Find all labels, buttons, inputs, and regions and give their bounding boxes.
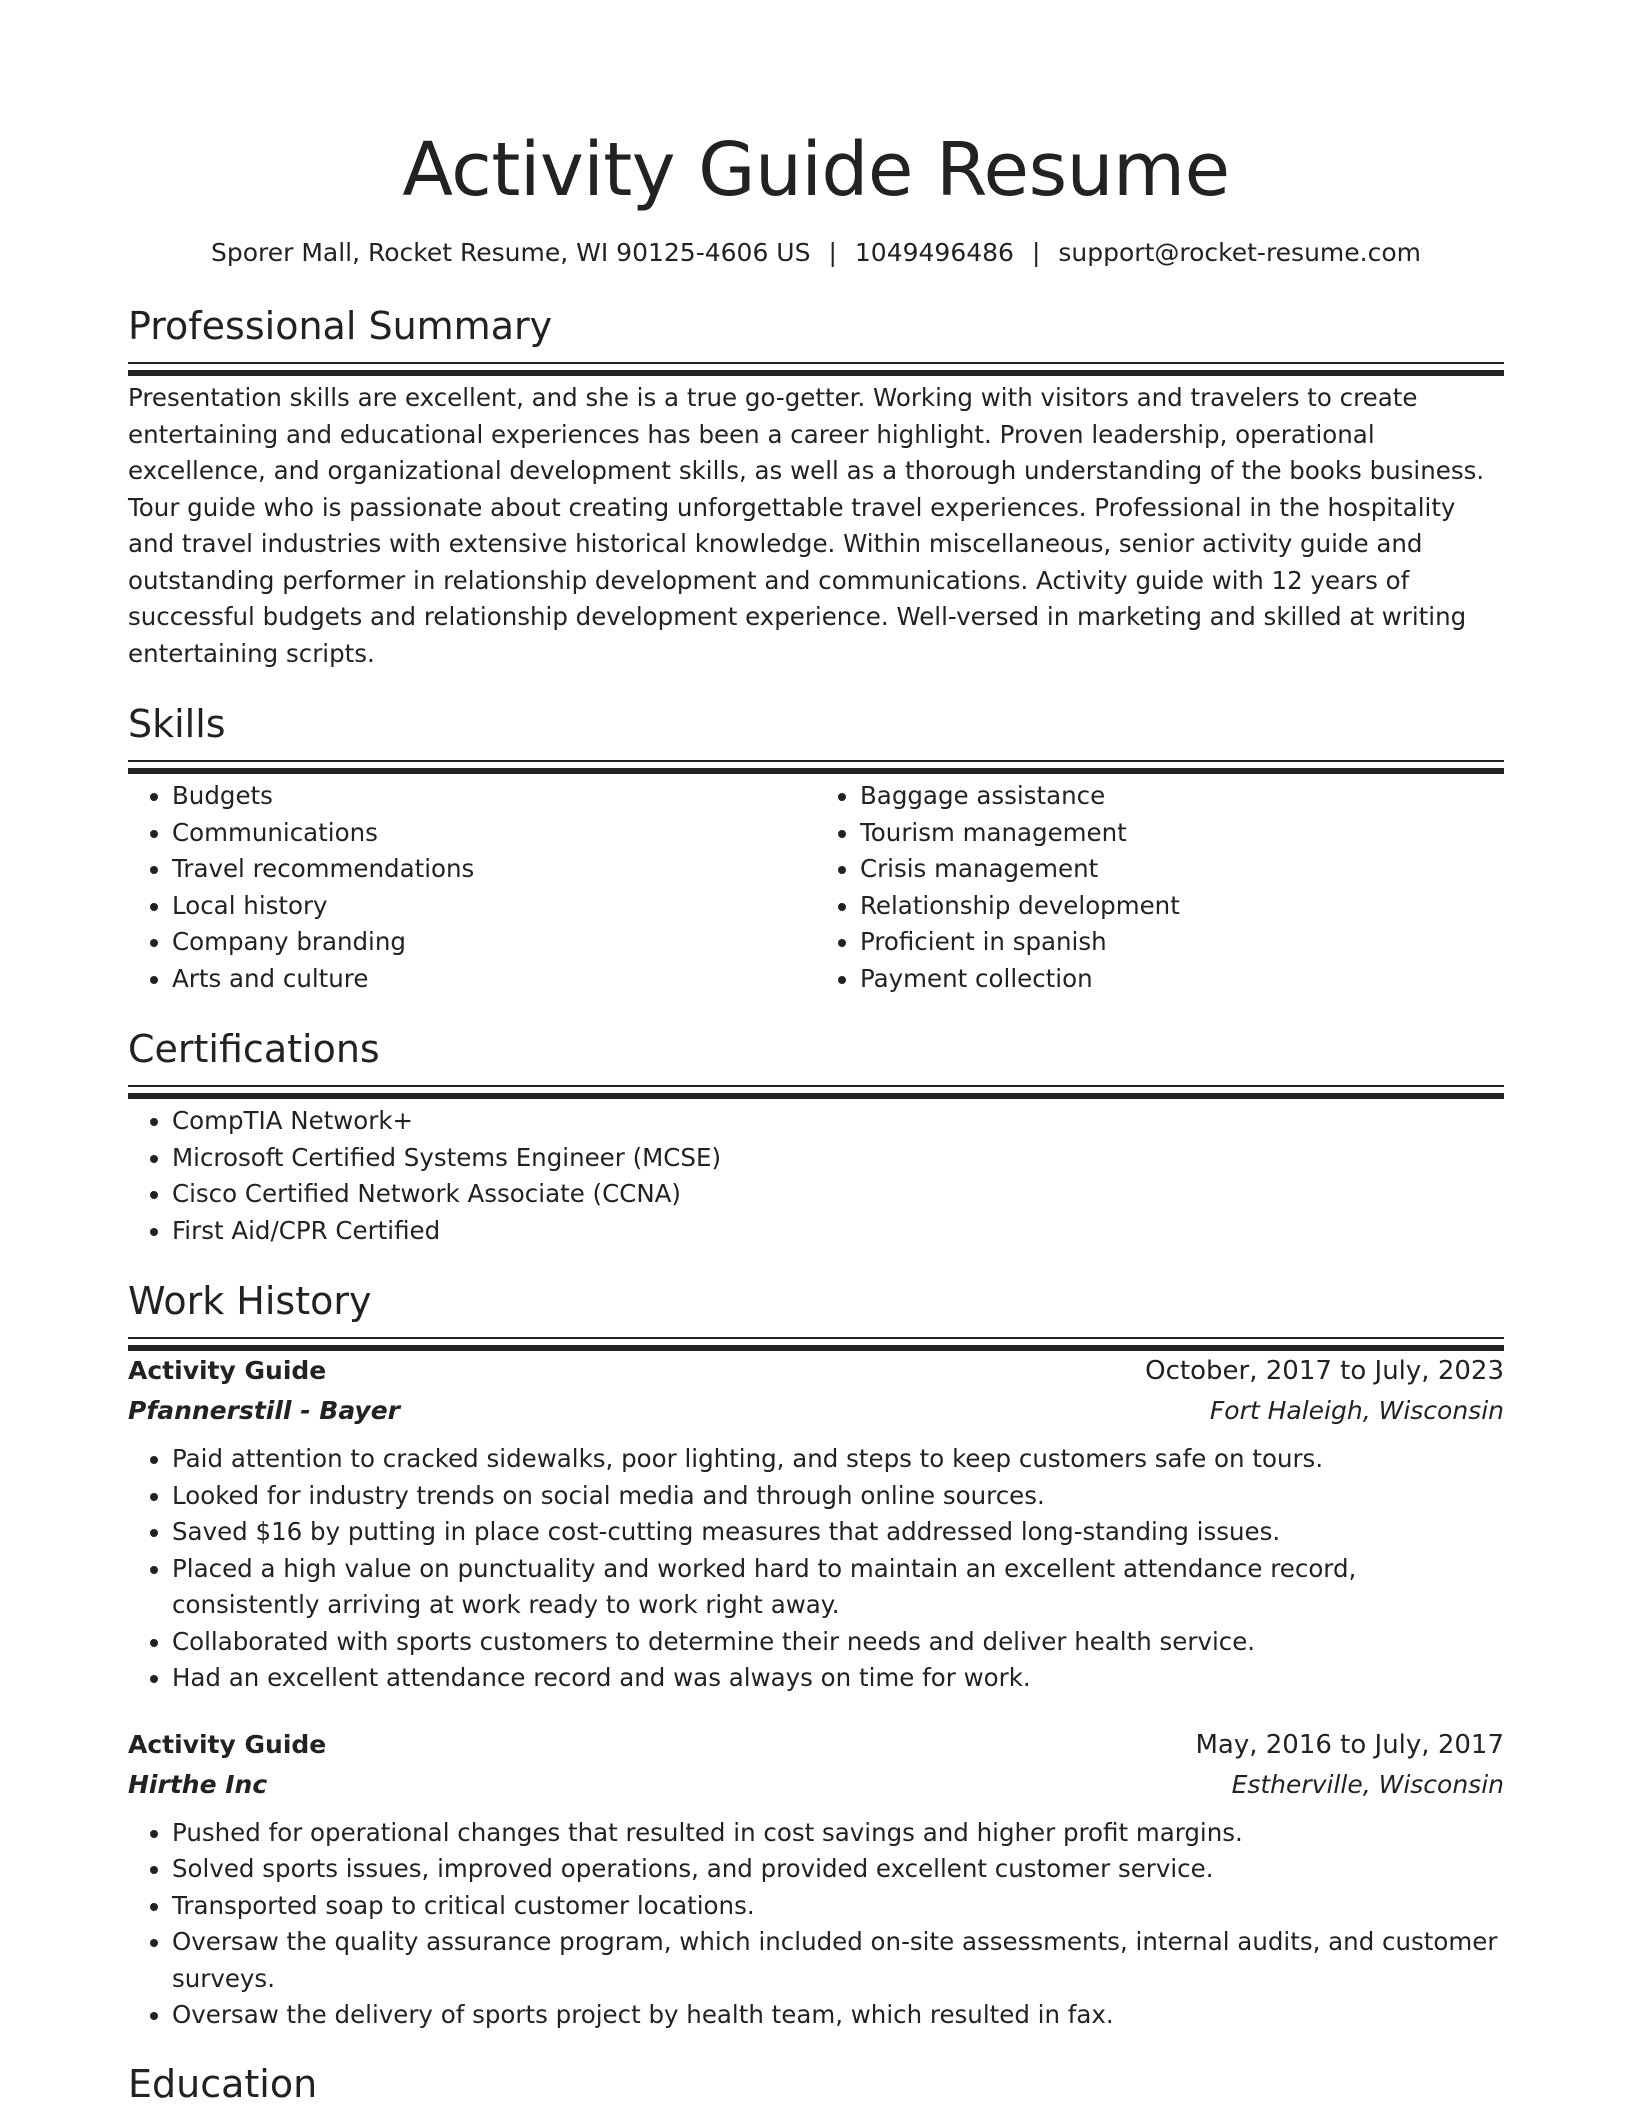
job-bullet: • Oversaw the delivery of sports project by health team, which resulted in fax. xyxy=(172,1997,1504,2034)
education-section xyxy=(128,2060,1504,2108)
job-location: Estherville, Wisconsin xyxy=(1231,1769,1504,1799)
section-heading-certifications: Certifications xyxy=(128,1027,380,1071)
job-company: Pfannerstill - Bayer xyxy=(128,1396,401,1425)
job-entry xyxy=(128,1351,1504,1697)
job-dates: May, 2016 to July, 2017 xyxy=(1195,1729,1504,1760)
contact-separator: | xyxy=(828,238,837,267)
skills-column-right xyxy=(816,778,1504,997)
skill-item: • Baggage assistance xyxy=(860,778,1504,815)
job-bullet: • Pushed for operational changes that resulted in cost savings and higher profit margins. xyxy=(172,1815,1504,1852)
job-bullet: • Placed a high value on punctuality and worked hard to maintain an excellent attendance record, consistently arriving at work ready to work right away. xyxy=(172,1551,1504,1624)
contact-separator: | xyxy=(1031,238,1041,267)
job-bullet: • Had an excellent attendance record and was always on time for work. xyxy=(172,1660,1504,1697)
section-rule xyxy=(128,1085,1504,1087)
section-rule xyxy=(128,760,1504,762)
work-history-section xyxy=(128,1277,1504,2034)
section-rule xyxy=(128,1337,1504,1339)
skill-item: • Budgets xyxy=(172,778,816,815)
job-bullet: • Paid attention to cracked sidewalks, poor lighting, and steps to keep customers safe on tours. xyxy=(172,1441,1504,1478)
skill-item: • Proficient in spanish xyxy=(860,924,1504,961)
summary-text: Presentation skills are excellent, and she is a true go-getter. Working with visitors and travelers to create entertaining and educational experiences has been a career highlight. Proven leadership, operational excellence, and organizational development skills, as well as a thorough understanding of the books business. Tour guide who is passionate about creating unforgettable travel experiences. Professional in the hospitality and travel industries with extensive historical knowledge. Within miscellaneous, senior activity guide and outstanding performer in relationship development and communications. Activity guide with 12 years of successful budgets and relationship development experience. Well-versed in marketing and skilled at writing entertaining scripts. xyxy=(128,383,1485,668)
skill-item: • Crisis management xyxy=(860,851,1504,888)
skill-item: • Travel recommendations xyxy=(172,851,816,888)
skill-item: • Payment collection xyxy=(860,961,1504,998)
contact-phone: 1049496486 xyxy=(854,238,1014,267)
summary-section xyxy=(128,302,1504,672)
job-entry xyxy=(128,1725,1504,2034)
job-title: Activity Guide xyxy=(128,1356,327,1385)
section-heading-work-history: Work History xyxy=(128,1279,372,1323)
certification-item: • Microsoft Certified Systems Engineer (MCSE) xyxy=(172,1140,1504,1177)
job-dates: October, 2017 to July, 2023 xyxy=(1145,1356,1504,1386)
job-bullet: • Looked for industry trends on social media and through online sources. xyxy=(172,1478,1504,1515)
resume-page xyxy=(128,0,1504,2108)
skills-section xyxy=(128,700,1504,997)
contact-email[interactable]: support@rocket-resume.com xyxy=(1058,238,1422,267)
job-title: Activity Guide xyxy=(128,1729,327,1759)
skill-item: • Relationship development xyxy=(860,888,1504,925)
job-bullet: • Oversaw the quality assurance program, which included on-site assessments, internal audits, and customer surveys. xyxy=(172,1924,1504,1997)
job-bullet: • Collaborated with sports customers to determine their needs and deliver health service. xyxy=(172,1624,1504,1661)
skills-column-left xyxy=(128,778,816,997)
job-bullet: • Saved $16 by putting in place cost-cutting measures that addressed long-standing issues. xyxy=(172,1514,1504,1551)
job-company: Hirthe Inc xyxy=(128,1769,268,1799)
skills-columns xyxy=(128,778,1504,997)
contact-line xyxy=(128,236,1504,270)
skill-item: • Company branding xyxy=(172,924,816,961)
section-heading-education: Education xyxy=(128,2061,318,2106)
certification-item: • First Aid/CPR Certified xyxy=(172,1213,1504,1250)
job-location: Fort Haleigh, Wisconsin xyxy=(1209,1396,1504,1425)
job-bullet: • Transported soap to critical customer locations. xyxy=(172,1888,1504,1925)
certification-item: • CompTIA Network+ xyxy=(172,1103,1504,1140)
certifications-section xyxy=(128,1025,1504,1249)
skill-item: • Local history xyxy=(172,888,816,925)
certification-item: • Cisco Certified Network Associate (CCNA) xyxy=(172,1176,1504,1213)
skill-item: • Arts and culture xyxy=(172,961,816,998)
contact-address: Sporer Mall, Rocket Resume, WI 90125-4606 US xyxy=(210,238,811,267)
job-bullet: • Solved sports issues, improved operations, and provided excellent customer service. xyxy=(172,1851,1504,1888)
section-rule xyxy=(128,362,1504,364)
section-heading-summary: Professional Summary xyxy=(128,304,553,348)
skill-item: • Communications xyxy=(172,815,816,852)
resume-title: Activity Guide Resume xyxy=(402,127,1230,213)
skill-item: • Tourism management xyxy=(860,815,1504,852)
section-heading-skills: Skills xyxy=(128,702,226,746)
